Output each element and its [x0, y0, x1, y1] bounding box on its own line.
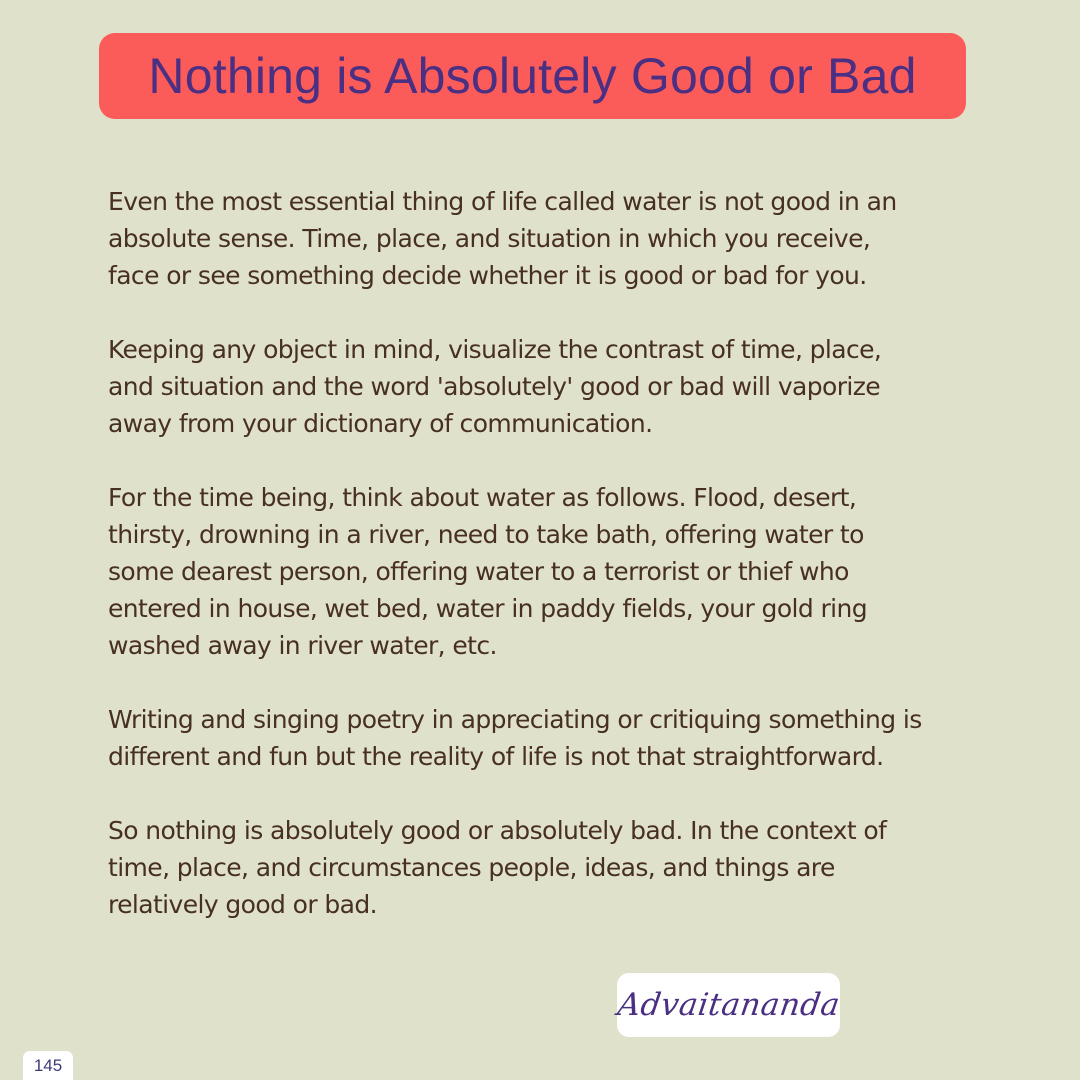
- paragraph-3: [108, 479, 1018, 664]
- paragraph-line: and situation and the word 'absolutely' good or bad will vaporize: [108, 372, 881, 401]
- paragraph-4: [108, 701, 1018, 775]
- paragraph-line: entered in house, wet bed, water in paddy fields, your gold ring: [108, 594, 868, 623]
- paragraph-line: Keeping any object in mind, visualize the contrast of time, place,: [108, 335, 882, 364]
- paragraph-line: absolute sense. Time, place, and situation in which you receive,: [108, 224, 871, 253]
- page-title: Nothing is Absolutely Good or Bad: [148, 48, 917, 104]
- paragraph-line: some dearest person, offering water to a terrorist or thief who: [108, 557, 849, 586]
- paragraph-1: [108, 183, 1018, 294]
- body-text: [108, 183, 1018, 923]
- paragraph-line: thirsty, drowning in a river, need to take bath, offering water to: [108, 520, 864, 549]
- paragraph-line: time, place, and circumstances people, ideas, and things are: [108, 853, 835, 882]
- paragraph-line: So nothing is absolutely good or absolutely bad. In the context of: [108, 816, 887, 845]
- page-number: 145: [23, 1051, 73, 1080]
- paragraph-2: [108, 331, 1018, 442]
- author-signature: Advaitananda: [615, 987, 842, 1023]
- paragraph-line: relatively good or bad.: [108, 890, 377, 919]
- paragraph-line: washed away in river water, etc.: [108, 631, 497, 660]
- paragraph-line: face or see something decide whether it is good or bad for you.: [108, 261, 867, 290]
- paragraph-line: For the time being, think about water as follows. Flood, desert,: [108, 483, 857, 512]
- paragraph-line: different and fun but the reality of life is not that straightforward.: [108, 742, 884, 771]
- title-banner: [99, 33, 966, 119]
- paragraph-line: Writing and singing poetry in appreciating or critiquing something is: [108, 705, 922, 734]
- paragraph-line: away from your dictionary of communication.: [108, 409, 653, 438]
- signature-box: [617, 973, 840, 1037]
- paragraph-line: Even the most essential thing of life called water is not good in an: [108, 187, 897, 216]
- paragraph-5: [108, 812, 1018, 923]
